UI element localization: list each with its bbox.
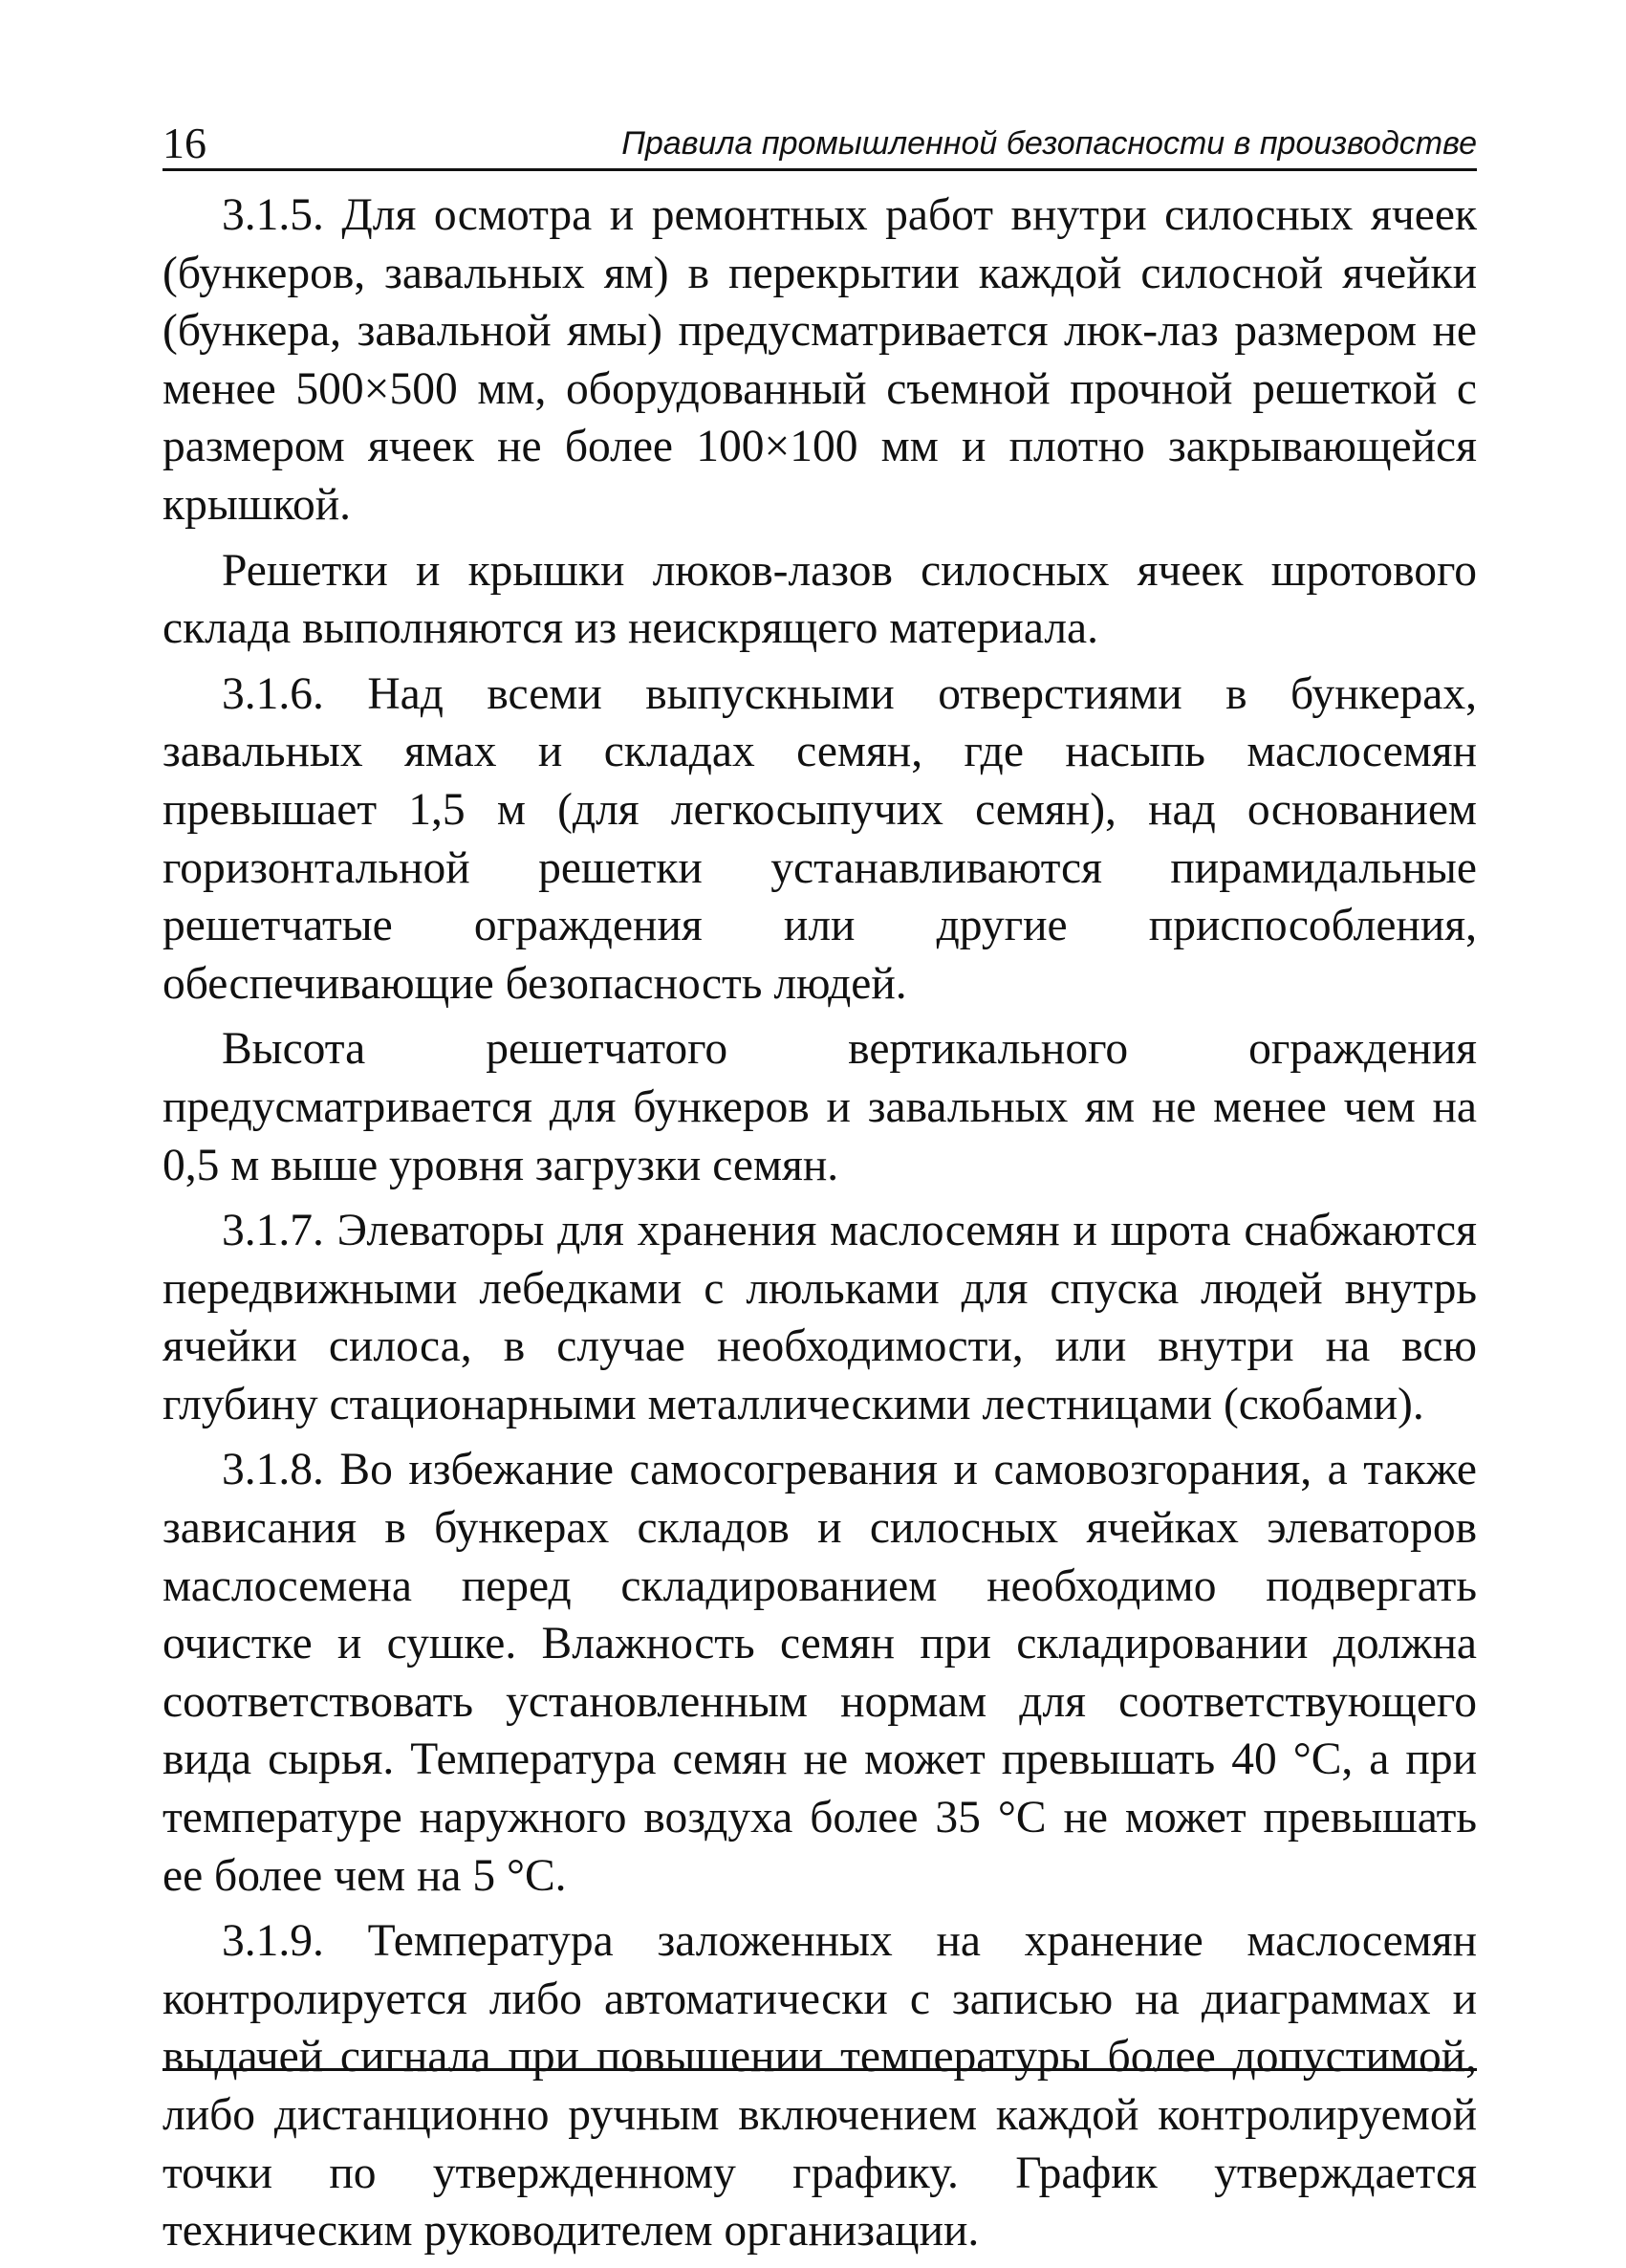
page-number: 16 [163, 119, 206, 167]
body-text [163, 186, 1477, 2260]
footer-rule [163, 2068, 1477, 2071]
paragraph-3-1-5: 3.1.5. Для осмотра и ремонтных работ внутри силосных ячеек (бункеров, завальных ям) в перекрытии каждой силосной ячейки (бункера, завальной ямы) предусматривается люк-лаз размером не менее 500×500 мм, оборудованный съемной прочной решеткой с размером ячеек не более 100×100 мм и плотно закрывающейся крышкой. [163, 190, 1477, 530]
paragraph-grates-covers: Решетки и крышки люков-лазов силосных ячеек шротового склада выполняются из неискрящего материала. [163, 545, 1477, 654]
paragraph-3-1-9: 3.1.9. Температура заложенных на хранение маслосемян контролируется либо автоматически с записью на диаграммах и выдачей сигнала при повышении температуры более допустимой, либо дистанционно ручным включением каждой контролируемой точки по утвержденному графику. График утверждается техническим руководителем организации. [163, 1916, 1477, 2257]
paragraph-fence-height: Высота решетчатого вертикального ограждения предусматривается для бункеров и завальных ям не менее чем на 0,5 м выше уровня загрузки семян. [163, 1024, 1477, 1190]
running-title: Правила промышленной безопасности в производстве [621, 125, 1477, 162]
paragraph-3-1-7: 3.1.7. Элеваторы для хранения маслосемян и шрота снабжаются передвижными лебедками с люльками для спуска людей внутрь ячейки силоса, в случае необходимости, или внутри на всю глубину стационарными металлическими лестницами (скобами). [163, 1206, 1477, 1429]
page-header [163, 113, 1477, 171]
paragraph-3-1-8: 3.1.8. Во избежание самосогревания и самовозгорания, а также зависания в бункерах складов и силосных ячейках элеваторов маслосемена перед складированием необходимо подвергать очистке и сушке. Влажность семян при складировании должна соответствовать установленным нормам для соответствующего вида сырья. Температура семян не может превышать 40 °С, а при температуре наружного воздуха более 35 °С не может превышать ее более чем на 5 °С. [163, 1445, 1477, 1901]
page [163, 113, 1477, 2268]
paragraph-3-1-6: 3.1.6. Над всеми выпускными отверстиями в бункерах, завальных ямах и складах семян, где насыпь маслосемян превышает 1,5 м (для легкосыпучих семян), над основанием горизонтальной решетки устанавливаются пирамидальные решетчатые ограждения или другие приспособления, обеспечивающие безопасность людей. [163, 668, 1477, 1009]
